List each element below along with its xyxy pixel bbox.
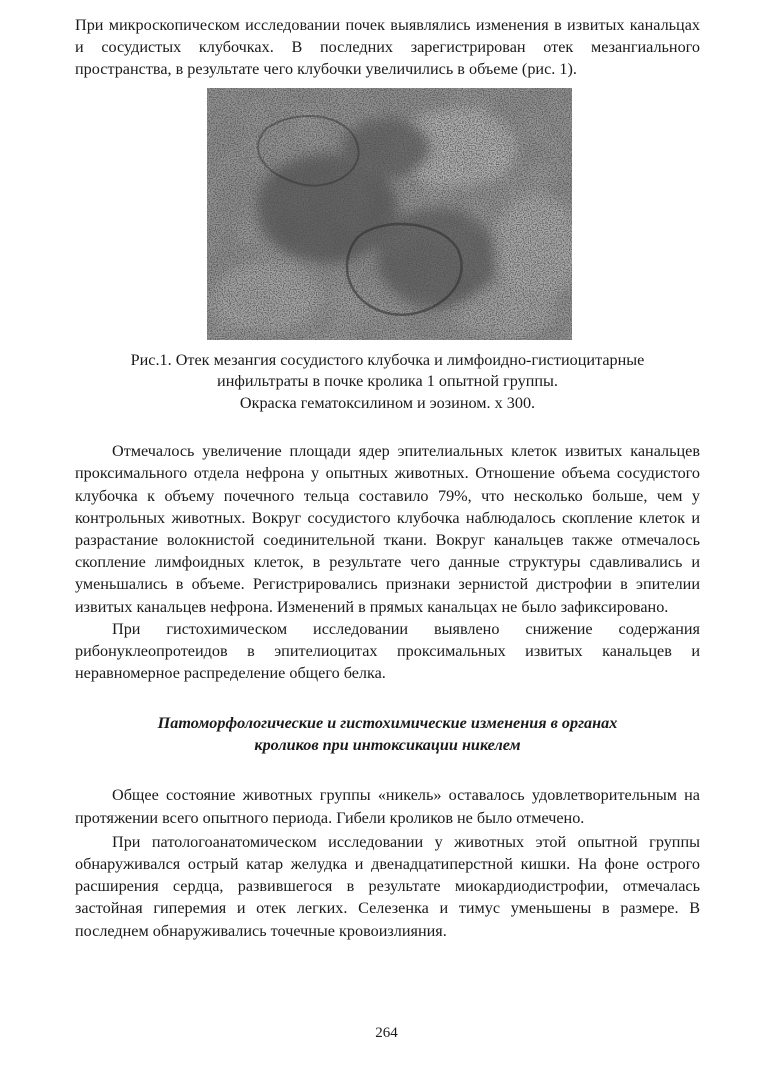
figure-caption (75, 350, 700, 415)
body-paragraph: При гистохимическом исследовании выявлено снижение содержания рибонуклеопротеидов в эпителиоцитах проксимальных извитых канальцев и неравномерное распределение общего белка. (75, 619, 700, 683)
heading-line: кроликов при интоксикации никелем (254, 736, 521, 755)
intro-paragraph: При микроскопическом исследовании почек выявлялись изменения в извитых канальцах и сосудистых клубочках. В последних зарегистрирован отек мезангиального пространства, в результате чего клубочки увеличились в объеме (рис. 1). (75, 16, 700, 79)
caption-line: инфильтраты в почке кролика 1 опытной группы. (217, 372, 558, 391)
caption-line: Рис.1. Отек мезангия сосудистого клубочка и лимфоидно-гистиоцитарные (130, 350, 645, 369)
micrograph-figure (207, 88, 572, 340)
page-number: 264 (375, 1025, 398, 1041)
body-paragraph: Общее состояние животных группы «никель» оставалось удовлетворительным на протяжении всего опытного периода. Гибели кроликов не было отмечено. (75, 786, 700, 827)
section-heading (75, 712, 700, 756)
heading-line: Патоморфологические и гистохимические изменения в органах (157, 714, 618, 733)
body-paragraph: При патологоанатомическом исследовании у животных этой опытной группы обнаруживался острый катар желудка и двенадцатиперстной кишки. На фоне острого расширения сердца, развившегося в результате миокардиодистрофии, отмечалась застойная гиперемия и отек легких. Селезенка и тимус уменьшены в размере. В последнем обнаруживались точечные кровоизлияния. (75, 832, 700, 940)
document-page (75, 14, 700, 942)
caption-line: Окраска гематоксилином и эозином. х 300. (239, 393, 536, 412)
kidney-micrograph-image (207, 88, 572, 340)
body-paragraph: Отмечалось увеличение площади ядер эпителиальных клеток извитых канальцев проксимального отдела нефрона у опытных животных. Отношение объема сосудистого клубочка к объему почечного тельца составило 79%, что несколько больше, чем у контрольных животных. Вокруг сосудистого клубочка наблюдалось скопление клеток и разрастание волокнистой соединительной ткани. Вокруг канальцев также отмечалось скопление лимфоидных клеток, в результате чего данные структуры сдавливались и уменьшались в объеме. Регистрировались признаки зернистой дистрофии в эпителии извитых канальцев нефрона. Изменений в прямых канальцах не было зафиксировано. (75, 442, 700, 616)
